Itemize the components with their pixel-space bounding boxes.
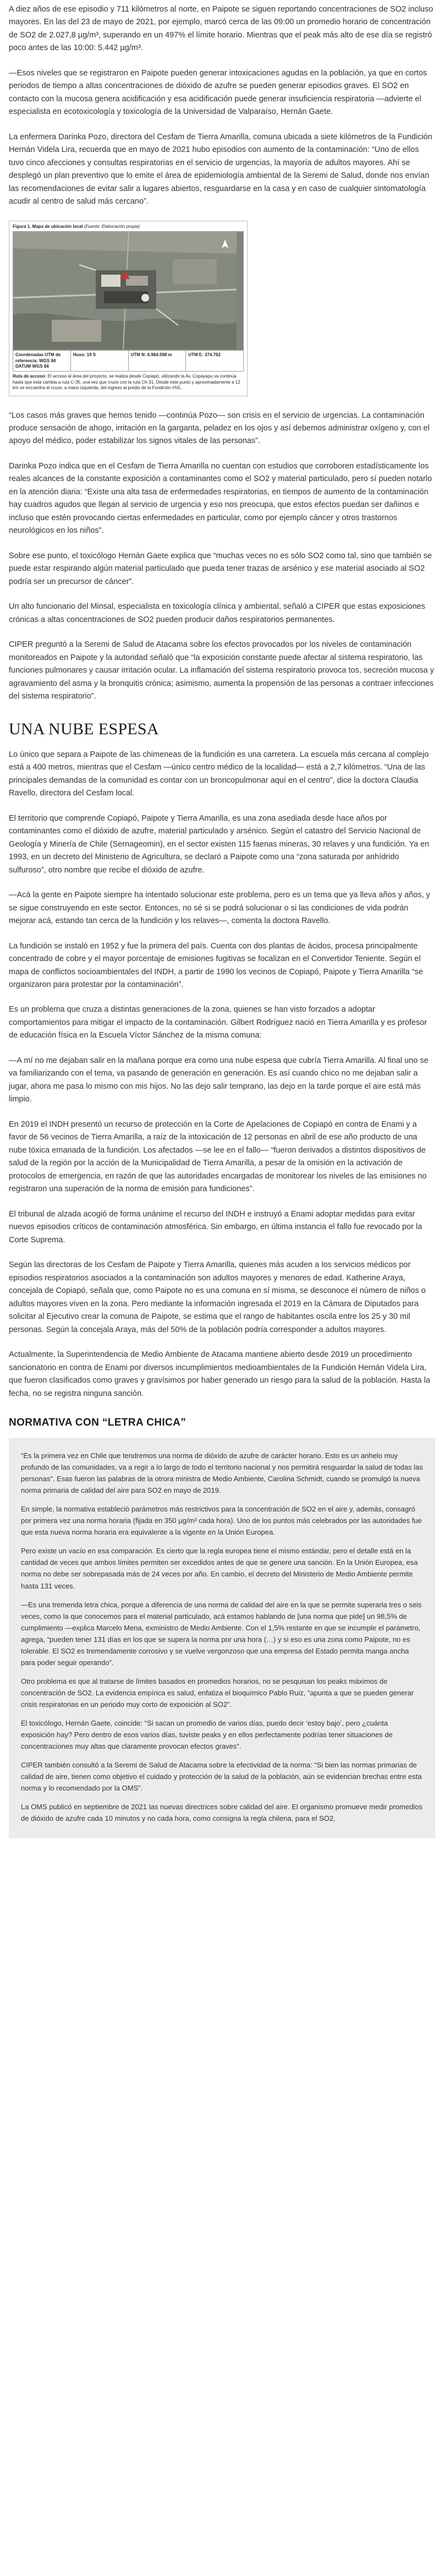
paragraph: CIPER preguntó a la Seremi de Salud de Atacama sobre los efectos provocados por los niveles de contaminación monitoreados en Paipote y la autoridad señaló que “la exposición constante puede afectar al sistema respiratorio, las funciones pulmonares y causar irritación ocular. La inflamación del sistema respiratorio provoca tos, secreción mucosa y agravamiento del asma y la bronquitis crónica; asimismo, aumenta la propensión de las personas a contraer infecciones del sistema respiratorio”. [9,640,434,701]
paragraph: Actualmente, la Superintendencia de Medio Ambiente de Atacama mantiene abierto desde 2019 un procedimiento sancionatorio en contra de Enami por diversos incumplimientos medioambientales de la Fundición Hernán Videla Lira, que fueron clasificados como graves y gravísimos por haber generado un riesgo para la salud de la población. Hasta la fecha, no se registra ninguna sanción. [9,1350,430,1398]
figure-note-label: Ruta de acceso: [13,374,47,379]
paragraph: Un alto funcionario del Minsal, especialista en toxicología clínica y ambiental, señaló a CIPER que estas exposiciones crónicas a altas concentraciones de SO2 pueden producir daños respiratorios permanentes. [9,602,425,624]
paragraph: —Esos niveles que se registraron en Paipote pueden generar intoxicaciones agudas en la población, ya que en cortos periodos de tiempo a altas concentraciones de dióxido de azufre se pueden generar episodios graves. El SO2 en contacto con la mucosa genera acidificación y esa acidificación puede generar insuficiencia respiratoria —advierte el especialista en ecotoxicología y toxicología de la Universidad de Valparaíso, Hernán Gaete. [9,68,427,117]
box-paragraph: Pero existe un vacío en esa comparación. Es cierto que la regla europea tiene el mismo estándar, pero el detalle está en la cantidad de veces que ambos límites permiten ser excedidos antes de que se genere una sanción. En la Unión Europea, esa norma no debe ser sobrepasada más de 24 veces por año. En cambio, el decreto del Ministerio de Medio Ambiente permite hasta 131 veces. [21,1547,418,1590]
location-map-figure [9,221,248,396]
coords-north: UTM N: 6.964.598 m [129,351,187,371]
paragraph: “Los casos más graves que hemos tenido —continúa Pozo— son crisis en el servicio de urgencias. La contaminación produce sensación de ahogo, irritación en la garganta, peladez en los ojos y así debemos administrar oxígeno y, con el apoyo del médico, poder estabilizar los signos vitales de las personas”. [9,411,430,446]
section-heading: NORMATIVA CON “LETRA CHICA” [9,1417,187,1429]
paragraph: El tribunal de alzada acogió de forma unánime el recurso del INDH e instruyó a Enami adoptar medidas para evitar nuevos episodios críticos de contaminación atmosférica. Sin embargo, en última instancia el fallo fue revocado por la Corte Suprema. [9,1209,423,1245]
paragraph: Es un problema que cruza a distintas generaciones de la zona, quienes se han visto forzados a adoptar comportamientos para mitigar el impacto de la contaminación. Gilbert Rodríguez nació en Tierra Amarilla y es profesor de educación física en la Escuela Víctor Sánchez de la misma comuna: [9,1005,427,1040]
box-paragraph: Otro problema es que al tratarse de límites basados en promedios horarios, no se pesquisan los peaks máximos de concentración de SO2. La evidencia empírica es salud, enfatiza el bioquímico Pablo Ruiz, “apunta a que se pueden generar crisis respiratorias en un periodo muy corto de exposición al SO2”. [21,1677,414,1709]
figure-caption-source: (Fuente: Elaboración propia) [84,223,140,229]
box-paragraph: La OMS publicó en septiembre de 2021 las nuevas directrices sobre calidad del aire. El organismo promueve medir promedios de dióxido de azufre cada 10 minutos y no cada hora, como consigna la regla chilena, para el SO2. [21,1803,423,1823]
satellite-map-graphic [13,232,237,349]
satellite-map-image [13,231,244,351]
paragraph: Lo único que separa a Paipote de las chimeneas de la fundición es una carretera. La escuela más cercana al complejo está a 400 metros, mientras que el Cesfam —único centro médico de la localidad— está a 2,7 kilómetros. “Una de las principales demandas de la comunidad es contar con un broncopulmonar aquí en el centro”, dice la doctora Claudia Ravello, directora del Cesfam local. [9,750,429,798]
coords-zone: Huso: 19 S [71,351,129,371]
figure-access-note [13,374,244,391]
paragraph: En 2019 el INDH presentó un recurso de protección en la Corte de Apelaciones de Copiapó en contra de Enami y a favor de 56 vecinos de Tierra Amarilla, a raíz de la intoxicación de 12 personas en abril de ese año producto de una nube tóxica emanada de la fundición. Los afectados —se lee en el fallo— “fueron derivados a distintos dispositivos de salud de la región por la acción de la Municipalidad de Tierra Amarilla, a pesar de la omisión en la activación de protocolos de emergencia, en razón de que las autoridades encargadas de monitorear los niveles de las emisiones no registraron una superación de la norma de emisión para fundiciones”. [9,1120,427,1194]
coords-datum: Coordenadas UTM de referencia: WGS 84 DATUM WGS 84 [13,351,71,371]
box-paragraph: En simple, la normativa estableció parámetros más restrictivos para la concentración de SO2 en el aire y, además, consagró por primera vez una norma horaria (fijada en 350 µg/m³ cada hora). Uno de los puntos más celebrados por las autoridades fue que esta nueva norma horaria era equivalente a la vigente en la Unión Europea. [21,1505,422,1537]
paragraph: Sobre ese punto, el toxicólogo Hernán Gaete explica que “muchas veces no es sólo SO2 como tal, sino que también se puede estar respirando algún material particulado que pueda tener trazas de arsénico y ese material asociado al SO2 podría ser un precursor de cáncer”. [9,551,432,586]
box-paragraph: —Es una tremenda letra chica, porque a diferencia de una norma de calidad del aire en la que se permite superarla tres o seis veces, como la que conocemos para el material particulado, acá estamos hablando de [una norma que pide] un 98,5% de cumplimiento —explica Marcelo Mena, exministro de Medio Ambiente. Con el 1,5% restante en que se incumple el parámetro, agrega, “pueden tener 131 días en los que se supera la norma por una hora (…) y si eso es una zona como Paipote, no es tolerable. El SO2 es tremendamente corrosivo y se vuelve vergonzoso que una empresa del Estado permita manga ancha para poder seguir operando”. [21,1600,422,1667]
figure-caption-title: Figura 1. Mapa de ubicación local [13,223,83,229]
box-paragraph: “Es la primera vez en Chile que tendremos una norma de dióxido de azufre de carácter horario. Esto es un anhelo muy profundo de las comunidades, va a regir a lo largo de todo el territorio nacional y nos permitirá resguardar la salud de todas las personas”. Esas fueron las palabras de la otrora ministra de Medio Ambiente, Carolina Schmidt, cuando se promulgó la nueva norma primaria de calidad del aire para SO2 en mayo de 2019. [21,1451,423,1495]
paragraph: El territorio que comprende Copiapó, Paipote y Tierra Amarilla, es una zona asediada desde hace años por contaminantes como el dióxido de azufre, material particulado y arsénico. Según el catastro del Servicio Nacional de Geología y Minería de Chile (Sernageomin), en el sector existen 115 faenas mineras, 30 relaves y una fundición. Ya en 1993, en un decreto del Ministerio de Agricultura, se declaró a Paipote como una “zona saturada por anhídrido sulfuroso”, otro nombre que recibe el dióxido de azufre. [9,814,430,875]
highlighted-box [9,1438,435,1838]
paragraph: —Acá la gente en Paipote siempre ha intentado solucionar este problema, pero es un tema que ya lleva años y años, y se sigue construyendo en este sector. Entonces, no sé si se podrá solucionar o si las condiciones de vida podrán mejorar acá, estando tan cerca de la fundición y los relaves—, comenta la doctora Ravello. [9,891,430,926]
paragraph: La fundición se instaló en 1952 y fue la primera del país. Cuenta con dos plantas de ácidos, procesa principalmente concentrado de cobre y el mayor porcentaje de emisiones fugitivas se focalizan en el Convertidor Teniente. Según el mapa de conflictos socioambientales del INDH, a partir de 1990 los vecinos de Copiapó, Paipote y Tierra Amarilla “se organizaron para protestar por la contaminación”. [9,941,423,989]
box-paragraph: CIPER también consultó a la Seremi de Salud de Atacama sobre la efectividad de la norma: “Si bien las normas primarias de calidad de aire, tienen como objetivo el cuidado y protección de la salud de la población, aún se evidencian brechas entre esta norma y lo recomendado por la OMS”. [21,1761,422,1793]
paragraph: Según las directoras de los Cesfam de Paipote y Tierra Amarilla, quienes más acuden a los servicios médicos por episodios respiratorios asociados a la contaminación son adultos mayores y menores de edad. Katherine Araya, concejala de Copiapó, señala que, como Paipote no es una comuna en sí misma, se desconoce el número de niños o adultos mayores viven en la zona. Pero mediante la información ingresada el 2019 en la Cámara de Diputados para solicitar al Ejecutivo crear la comuna de Paipote, se estima que el rango de habitantes oscila entre los 25 y 30 mil personas. Según la concejala Araya, más del 50% de la población podría corresponder a adultos mayores. [9,1260,426,1334]
paragraph: A diez años de ese episodio y 711 kilómetros al norte, en Paipote se siguen reportando concentraciones de SO2 incluso mayores. En las del 23 de mayo de 2021, por ejemplo, marcó cerca de las 09:00 un promedio horario de concentración de SO2 de 2.027,8 µg/m³, superando en un 497% el límite horario. Mientras que el peak más alto de ese día se registró poco antes de las 10:00: 5.442 µg/m³. [9,5,434,53]
coords-east: UTM E: 374.762 [188,352,221,358]
section-heading: UNA NUBE ESPESA [9,719,159,738]
paragraph: Darinka Pozo indica que en el Cesfam de Tierra Amarilla no cuentan con estudios que corroboren estadísticamente los reales alcances de la constante exposición a contaminantes como el SO2 y material particulado, pero sí pueden notarlo en la atención diaria: “Existe una alta tasa de enfermedades respiratorias, en tiempos de aumento de la contaminación hay cuadros agudos que llegan al servicio de urgencia y eso nos preocupa, que estos efectos puedan ser dañinos e incluso que estén provocando ciertas enfermedades en particular, como por ejemplo cáncer y otros trastornos neurológicos en los niños”. [9,461,432,536]
paragraph: —A mí no me dejaban salir en la mañana porque era como una nube espesa que cubría Tierra Amarilla. Al final uno se va familiarizando con el tema, va pasando de generación en generación. Es así cuando chico no me dejaban salir a jugar, ahora me pasa lo mismo con mis hijos. No las dejo salir temprano, las dejo en la tarde porque el aire está más limpio. [9,1056,429,1104]
article [9,0,435,1857]
coordinates-table [13,351,244,372]
box-paragraph: El toxicólogo, Hernán Gaete, coincide: “Si sacan un promedio de varios días, puedo decir ‘estoy bajo’, pero ¿cuánta exposición hay? Pero dentro de esos varios días, tuviste peaks y en ellos perfectamente podrías tener situaciones de concentraciones muy altas que claramente provocan efectos graves”. [21,1719,393,1751]
figure-caption [13,224,244,230]
figure-note-text: El acceso al área del proyecto, se realiza desde Copiapó, utilizando la Av. Copayapu va continúa hasta que esta cambia a ruta C-35, una vez que cruce con la ruta Ch-31. Desde este punto y aproximadamente a 12 km se encuentra el cruce, a mano izquierda, del ingreso al predio de la Fundición HVL. [13,374,240,391]
paragraph: La enfermera Darinka Pozo, directora del Cesfam de Tierra Amarilla, comuna ubicada a siete kilómetros de la Fundición Hernán Videla Lira, recuerda que en mayo de 2021 hubo episodios con aumento de la contaminación: “Uno de ellos tuvo cinco afecciones y consultas respiratorias en el servicio de urgencias, la mayoría de adultos mayores. Ahí se desplegó un plan preventivo que lo emite el área de epidemiología ambiental de la Seremi de Salud, donde nos envían las recomendaciones de evitar salir a lugares abiertos, resguardarse en la casa y en caso de cualquier sintomatología acudir al centro de salud más cercano”. [9,132,432,206]
